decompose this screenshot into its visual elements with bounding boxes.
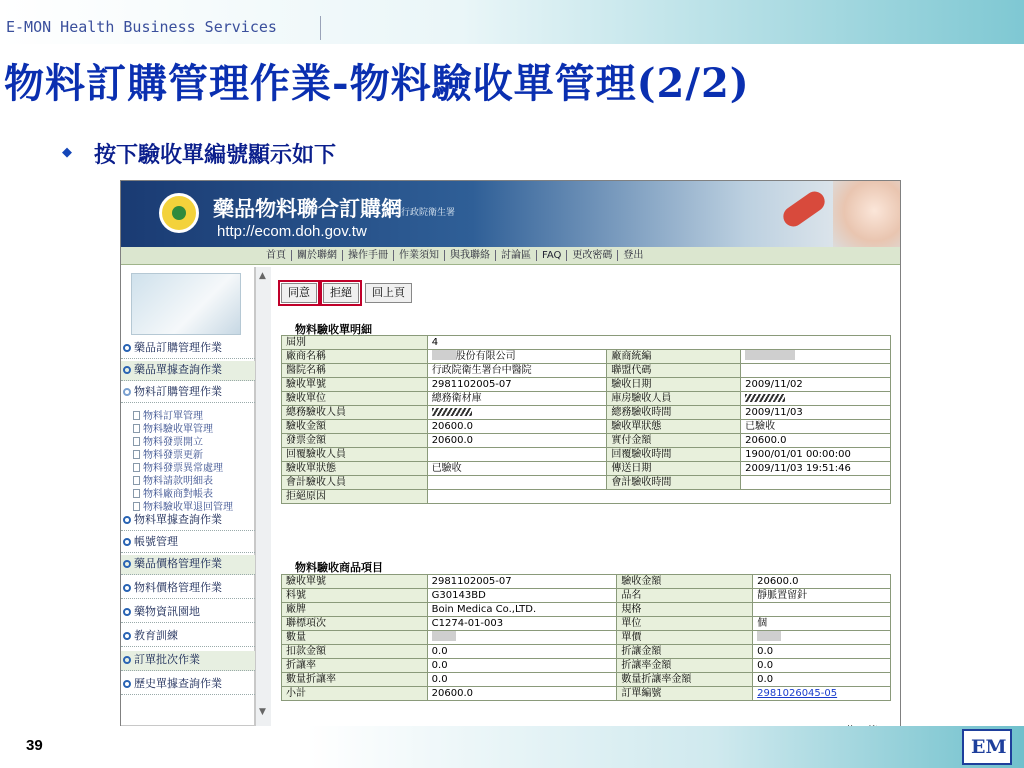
- nav-about[interactable]: 關於聯網: [292, 250, 343, 261]
- slide-title: 物料訂購管理作業-物料驗收單管理(2/2): [4, 60, 750, 107]
- top-nav: [121, 247, 901, 265]
- document-icon: [133, 463, 140, 472]
- redacted-value: [757, 631, 781, 641]
- document-icon: [133, 502, 140, 511]
- table-row: 會計驗收人員 會計驗收時間: [282, 476, 891, 490]
- circle-icon: [123, 608, 131, 616]
- table-row: 廠商名稱 股份有限公司 廠商統編: [282, 350, 891, 364]
- nav-notice[interactable]: 作業須知: [394, 250, 445, 261]
- table-row: 驗收單號 2981102005-07 驗收金額 20600.0: [282, 575, 891, 589]
- site-header: [121, 181, 901, 247]
- table-row: 聯標項次 C1274-01-003 單位 個: [282, 617, 891, 631]
- redacted-value: [432, 631, 456, 641]
- document-icon: [133, 437, 140, 446]
- table-row: 驗收單狀態 已驗收 傳送日期 2009/11/03 19:51:46: [282, 462, 891, 476]
- header-photo: [833, 181, 901, 247]
- circle-icon: [123, 584, 131, 592]
- pills-icon: [779, 188, 828, 231]
- sidebar-sub-acceptance-mgmt[interactable]: 物料驗收單管理: [133, 420, 213, 435]
- header-divider: [320, 16, 321, 40]
- sidebar-item-drug-price[interactable]: 藥品價格管理作業: [121, 555, 255, 575]
- sidebar-item-training[interactable]: 教育訓練: [121, 627, 255, 647]
- website-screenshot: [120, 180, 901, 738]
- sidebar-sub-invoice-issue[interactable]: 物料發票開立: [133, 433, 203, 448]
- items-table: [281, 574, 891, 701]
- site-name: 藥品物料聯合訂購網: [213, 198, 402, 221]
- redacted-value: [432, 350, 456, 360]
- table-row: 醫院名稱 行政院衛生署台中醫院 聯盟代碼: [282, 364, 891, 378]
- sidebar-sub-material-order-mgmt[interactable]: 物料訂單管理: [133, 407, 203, 422]
- table-row: 料號 G30143BD 品名 靜脈置留針: [282, 589, 891, 603]
- sidebar-item-account[interactable]: 帳號管理: [121, 533, 255, 553]
- table-row: 回覆驗收人員 回覆驗收時間 1900/01/01 00:00:00: [282, 448, 891, 462]
- sidebar-scrollbar[interactable]: [255, 267, 271, 738]
- sidebar-item-history[interactable]: 歷史單據查詢作業: [121, 675, 255, 695]
- circle-icon: [123, 538, 131, 546]
- sidebar-item-drug-info[interactable]: 藥物資訊園地: [121, 603, 255, 623]
- table-row: 扣款金額 0.0 折讓金額 0.0: [282, 645, 891, 659]
- nav-home[interactable]: 首頁: [261, 250, 292, 261]
- sidebar: [121, 267, 255, 725]
- sidebar-sub-payment-detail[interactable]: 物料請款明細表: [133, 472, 213, 487]
- circle-icon: [123, 656, 131, 664]
- circle-icon: [123, 344, 131, 352]
- sidebar-item-material-query[interactable]: 物料單據查詢作業: [121, 511, 255, 531]
- sidebar-item-material-price[interactable]: 物料價格管理作業: [121, 579, 255, 599]
- page-number: 39: [26, 737, 43, 754]
- circle-icon: [123, 560, 131, 568]
- scroll-down-arrow-icon[interactable]: ▼: [259, 707, 266, 717]
- table-row: 廠牌 Boin Medica Co.,LTD. 規格: [282, 603, 891, 617]
- main-content: [281, 277, 901, 738]
- sidebar-item-material-order[interactable]: 物料訂購管理作業: [121, 383, 255, 403]
- order-number-link[interactable]: 2981026045-05: [757, 687, 838, 699]
- table-row: 屆別 4: [282, 336, 891, 350]
- agree-button[interactable]: 同意: [281, 283, 317, 303]
- nav-logout[interactable]: 登出: [623, 250, 644, 261]
- nav-change-password[interactable]: 更改密碼: [567, 250, 618, 261]
- circle-icon: [123, 632, 131, 640]
- sidebar-item-drug-order[interactable]: 藥品訂購管理作業: [121, 339, 255, 359]
- table-row: 驗收單位 總務衛材庫 庫房驗收人員: [282, 392, 891, 406]
- back-button[interactable]: 回上頁: [365, 283, 412, 303]
- table-row: 小計 20600.0 訂單編號 2981026045-05: [282, 687, 891, 701]
- scroll-up-arrow-icon[interactable]: ▲: [259, 271, 266, 281]
- detail-table: [281, 335, 891, 504]
- nav-faq[interactable]: FAQ: [537, 250, 567, 261]
- table-row: 驗收金額 20600.0 驗收單狀態 已驗收: [282, 420, 891, 434]
- document-icon: [133, 424, 140, 433]
- table-row: 數量 單價: [282, 631, 891, 645]
- circle-icon: [123, 680, 131, 688]
- table-row: 數量折讓率 0.0 數量折讓率金額 0.0: [282, 673, 891, 687]
- em-logo: EM: [962, 729, 1012, 765]
- company-name: E-MON Health Business Services: [6, 18, 277, 36]
- scribbled-name: [432, 408, 472, 416]
- table-row: 驗收單號 2981102005-07 驗收日期 2009/11/02: [282, 378, 891, 392]
- action-toolbar: [281, 283, 412, 305]
- sidebar-sub-invoice-exception[interactable]: 物料發票異常處理: [133, 459, 223, 474]
- diamond-bullet-icon: ◆: [62, 145, 72, 160]
- circle-icon: [123, 366, 131, 374]
- sidebar-sub-invoice-update[interactable]: 物料發票更新: [133, 446, 203, 461]
- redacted-value: [745, 350, 795, 360]
- items-section-title: 物料驗收商品項目: [295, 561, 383, 574]
- nav-contact[interactable]: 與我聯絡: [445, 250, 496, 261]
- site-url: http://ecom.doh.gov.tw: [217, 223, 367, 240]
- document-icon: [133, 450, 140, 459]
- slide-footer-band: [0, 726, 1024, 768]
- reject-button[interactable]: 拒絕: [323, 283, 359, 303]
- table-row: 折讓率 0.0 折讓率金額 0.0: [282, 659, 891, 673]
- circle-open-icon: [123, 388, 131, 396]
- document-icon: [133, 476, 140, 485]
- site-org: 行政院衛生署: [401, 208, 456, 218]
- document-icon: [133, 489, 140, 498]
- table-row: 拒絕原因: [282, 490, 891, 504]
- circle-icon: [123, 516, 131, 524]
- table-row: 總務驗收人員 總務驗收時間 2009/11/03: [282, 406, 891, 420]
- nav-forum[interactable]: 討論區: [496, 250, 537, 261]
- sidebar-item-batch[interactable]: 訂單批次作業: [121, 651, 255, 671]
- document-icon: [133, 411, 140, 420]
- sidebar-sub-vendor-reconcile[interactable]: 物料廠商對帳表: [133, 485, 213, 500]
- bullet-text: 按下驗收單編號顯示如下: [94, 142, 337, 168]
- table-row: 發票金額 20600.0 實付金額 20600.0: [282, 434, 891, 448]
- sidebar-banner-image: [131, 273, 241, 335]
- sidebar-item-drug-query[interactable]: 藥品單據查詢作業: [121, 361, 255, 381]
- nav-manual[interactable]: 操作手冊: [343, 250, 394, 261]
- detail-section-title: 物料驗收單明細: [295, 323, 372, 336]
- site-emblem-icon: [159, 193, 199, 233]
- scribbled-name: [745, 394, 785, 402]
- sidebar-sub-acceptance-return[interactable]: 物料驗收單退回管理: [133, 498, 233, 513]
